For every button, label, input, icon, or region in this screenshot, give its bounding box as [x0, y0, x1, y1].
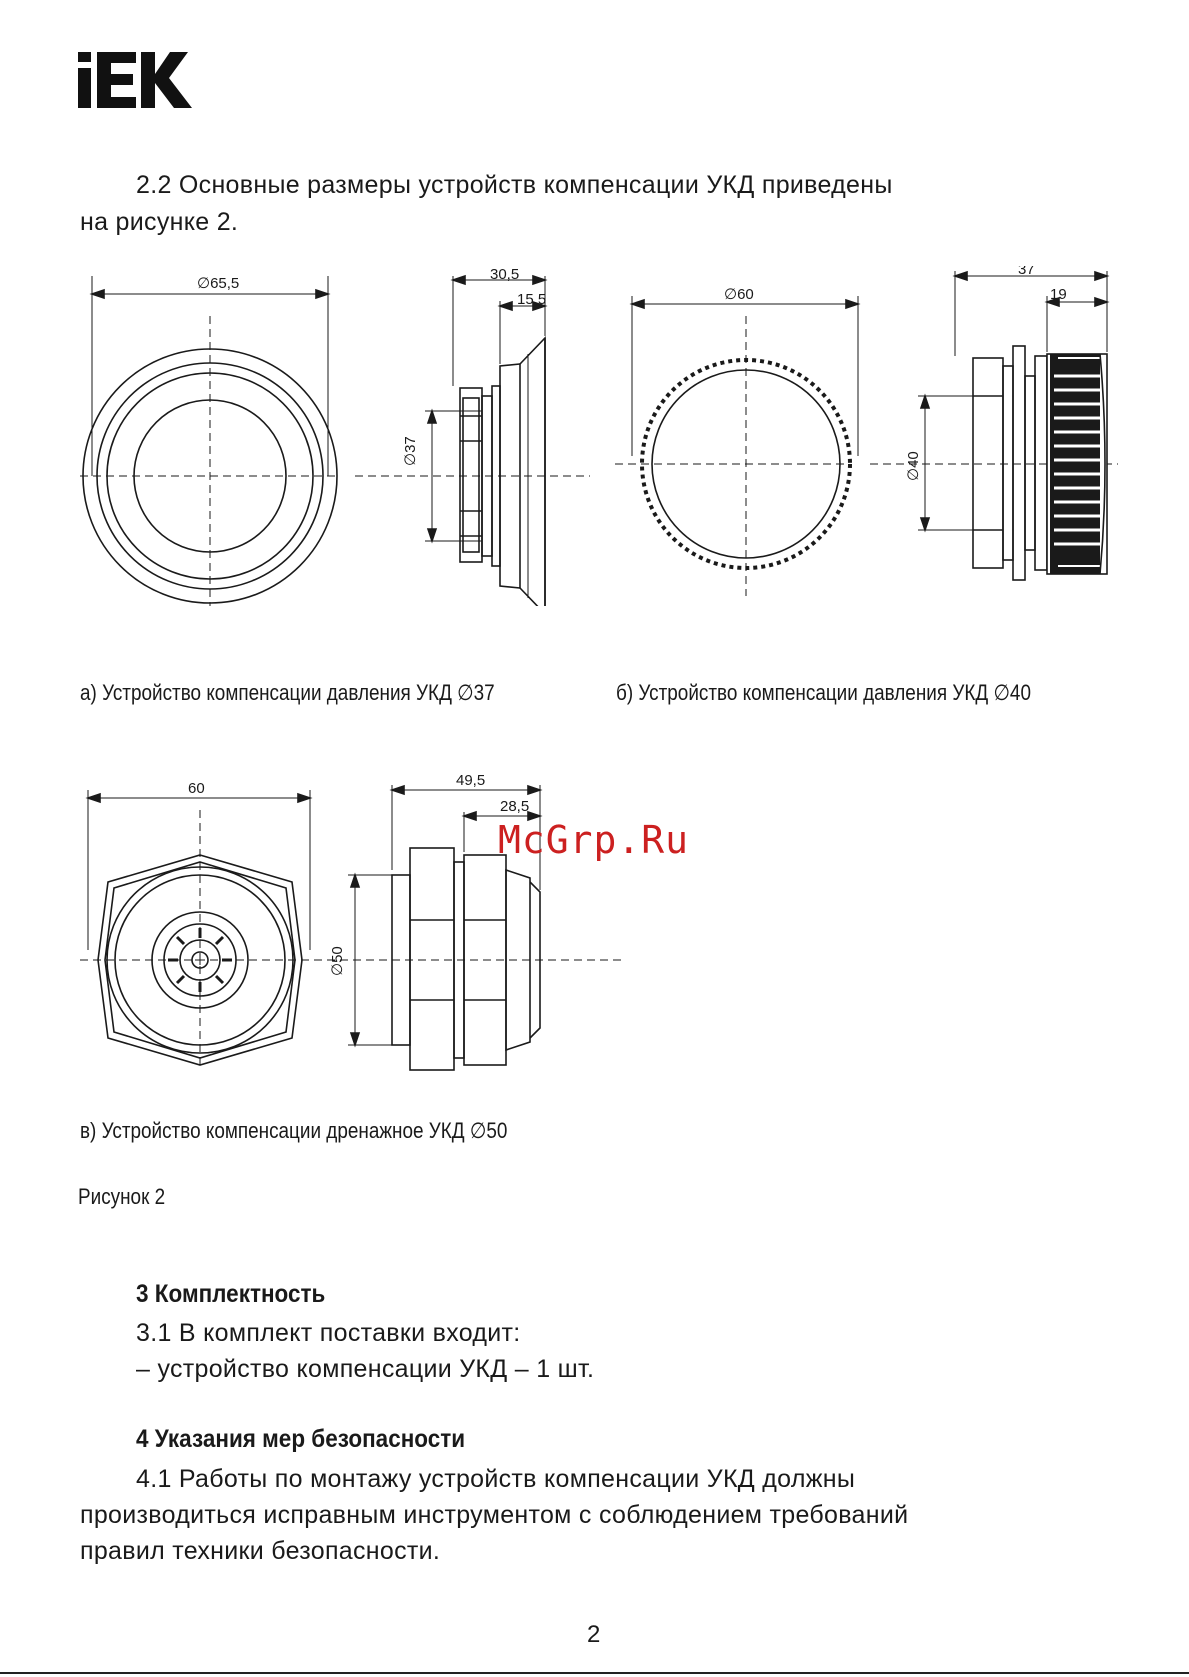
figure-label: Рисунок 2 — [78, 1184, 166, 1209]
dim-c-depth: 49,5 — [456, 772, 486, 789]
dim-c-depth-inner: 28,5 — [500, 798, 530, 815]
section-3-line-1: 3.1 В комплект поставки входит: — [136, 1319, 521, 1347]
figure-row-1 — [70, 266, 1120, 606]
dim-b-diameter: ∅60 — [724, 286, 754, 303]
dim-b-depth-inner: 19 — [1050, 286, 1067, 303]
dim-c-width: 60 — [188, 780, 205, 797]
section-3-line-2: – устройство компенсации УКД – 1 шт. — [136, 1355, 595, 1383]
figure-row-2 — [70, 770, 630, 1080]
caption-c: в) Устройство компенсации дренажное УКД ∅50 — [80, 1118, 508, 1143]
section-4-heading: 4 Указания мер безопасности — [136, 1425, 466, 1453]
device-a-side-drawing — [355, 276, 590, 606]
intro-line-2: на рисунке 2. — [80, 208, 239, 236]
watermark: McGrp.Ru — [498, 818, 690, 862]
dim-a-thread: ∅37 — [402, 436, 419, 466]
dim-a-depth-inner: 15,5 — [517, 291, 547, 308]
dim-a-diameter: ∅65,5 — [197, 275, 240, 292]
dim-a-depth: 30,5 — [490, 266, 520, 283]
section-4-line-2: производиться исправным инструментом с соблюдением требований — [80, 1501, 909, 1529]
dim-c-thread: ∅50 — [329, 946, 346, 976]
device-b-side-drawing — [870, 271, 1118, 580]
section-4-line-3: правил техники безопасности. — [80, 1537, 441, 1565]
device-b-front-drawing — [615, 296, 858, 596]
caption-a: а) Устройство компенсации давления УКД ∅37 — [80, 680, 495, 705]
device-c-front-drawing — [80, 790, 340, 1070]
section-4-line-1: 4.1 Работы по монтажу устройств компенсации УКД должны — [136, 1465, 856, 1493]
iek-logo — [78, 52, 196, 108]
intro-line-1: 2.2 Основные размеры устройств компенсации УКД приведены — [136, 171, 893, 199]
page-number: 2 — [587, 1621, 601, 1648]
bottom-rule — [0, 1672, 1189, 1674]
device-a-front-drawing — [80, 276, 340, 606]
dim-b-depth: 37 — [1018, 266, 1035, 278]
caption-b: б) Устройство компенсации давления УКД ∅40 — [616, 680, 1031, 705]
section-3-heading: 3 Комплектность — [136, 1280, 326, 1308]
dim-b-thread: ∅40 — [905, 451, 922, 481]
